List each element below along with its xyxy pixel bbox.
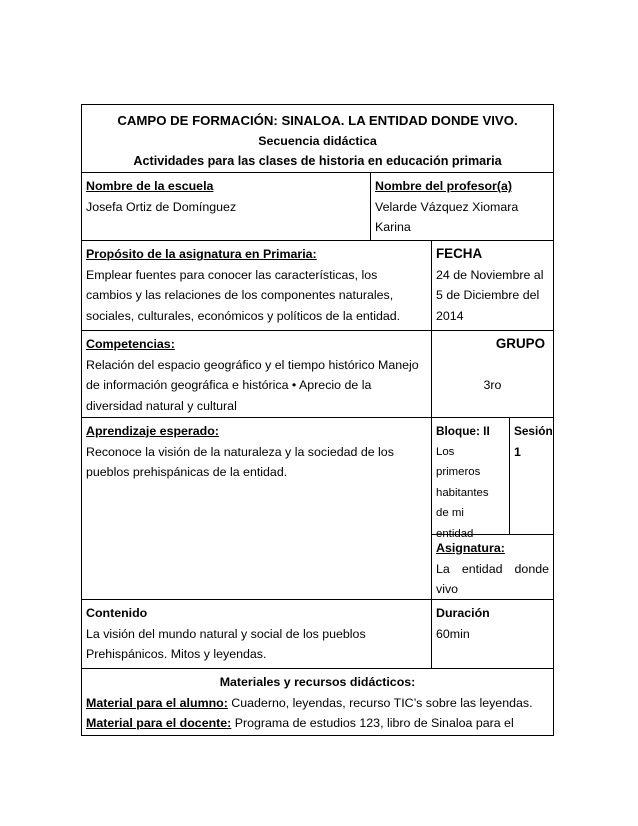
contenido-line-2: Prehispánicos. Mitos y leyendas.: [86, 647, 267, 661]
aprendizaje-line-2: pueblos prehispánicas de la entidad.: [86, 465, 288, 479]
proposito-line-2: cambios y las relaciones de los componentes naturales,: [86, 288, 394, 302]
proposito-cell: [81, 240, 432, 331]
sesion-cell: [509, 417, 554, 535]
proposito-label: Propósito de la asignatura en Primaria:: [86, 247, 317, 261]
escuela-value: Josefa Ortiz de Domínguez: [86, 199, 237, 214]
material-docente-row: [86, 713, 549, 734]
materiales-title: Materiales y recursos didácticos:: [219, 675, 416, 689]
duracion-value: 60min: [436, 626, 470, 641]
bloque-line-4: de mi: [436, 507, 464, 519]
asignatura-line-2: vivo: [436, 582, 459, 596]
contenido-line-1: La visión del mundo natural y social de los pueblos: [86, 626, 366, 641]
profesor-value-2: Karina: [375, 220, 411, 234]
aprendizaje-cell: [81, 417, 432, 600]
profesor-cell: [370, 172, 554, 241]
fecha-label: FECHA: [436, 246, 483, 261]
competencias-cell: [81, 330, 432, 418]
profesor-value-1: Velarde Vázquez Xiomara: [375, 199, 519, 214]
contenido-cell: [81, 599, 432, 669]
proposito-line-1: Emplear fuentes para conocer las características, los: [86, 267, 378, 282]
material-alumno-row: [86, 693, 549, 714]
grupo-value: 3ro: [483, 377, 502, 392]
bloque-line-1: Los: [436, 445, 455, 458]
bloque-cell: [431, 417, 510, 540]
competencias-line-2: de información geográfica e histórica • Aprecio de la: [86, 378, 372, 392]
grupo-cell: [431, 330, 554, 418]
bloque-line-5: entidad: [436, 527, 474, 540]
bloque-line-2: primeros: [436, 466, 481, 478]
header-subtitle: Secuencia didáctica: [258, 134, 377, 148]
profesor-label: Nombre del profesor(a): [375, 179, 513, 193]
asignatura-line-1: La entidad donde: [436, 561, 549, 576]
fecha-line-3: 2014: [436, 308, 464, 323]
fecha-line-1: 24 de Noviembre al: [436, 267, 544, 282]
competencias-line-3: diversidad natural y cultural: [86, 398, 237, 413]
escuela-cell: [81, 172, 371, 241]
escuela-label: Nombre de la escuela: [86, 179, 214, 193]
competencias-label: Competencias:: [86, 337, 175, 351]
material-alumno-value: Cuaderno, leyendas, recurso TIC’s sobre las leyendas.: [227, 695, 533, 710]
sesion-label: Sesión: [514, 424, 553, 438]
aprendizaje-line-1: Reconoce la visión de la naturaleza y la sociedad de los: [86, 444, 394, 459]
competencias-line-1: Relación del espacio geográfico y el tiempo histórico Manejo: [86, 357, 419, 372]
document-table: [81, 104, 554, 736]
fecha-line-2: 5 de Diciembre del: [436, 288, 540, 302]
duracion-cell: [431, 599, 554, 669]
header-activities: Actividades para las clases de historia en educación primaria: [133, 154, 502, 168]
material-alumno-label: Material para el alumno:: [86, 695, 228, 710]
fecha-cell: [431, 240, 554, 331]
duracion-label: Duración: [436, 606, 490, 620]
bloque-line-3: habitantes: [436, 486, 489, 499]
asignatura-cell: [431, 534, 554, 600]
aprendizaje-label: Aprendizaje esperado:: [86, 424, 219, 438]
bloque-label: Bloque: II: [436, 424, 490, 438]
material-docente-label: Material para el docente:: [86, 716, 232, 730]
grupo-label: GRUPO: [495, 336, 545, 351]
header-cell: [81, 104, 554, 173]
asignatura-label: Asignatura:: [436, 541, 505, 555]
materiales-cell: [81, 668, 554, 736]
header-title: CAMPO DE FORMACIÓN: SINALOA. LA ENTIDAD DONDE VIVO.: [117, 113, 518, 128]
material-docente-value: Programa de estudios 123, libro de Sinaloa para el: [231, 716, 514, 730]
proposito-line-3: sociales, culturales, económicos y políticos de la entidad.: [86, 308, 401, 323]
contenido-label: Contenido: [86, 606, 148, 620]
sesion-value: 1: [514, 444, 521, 459]
